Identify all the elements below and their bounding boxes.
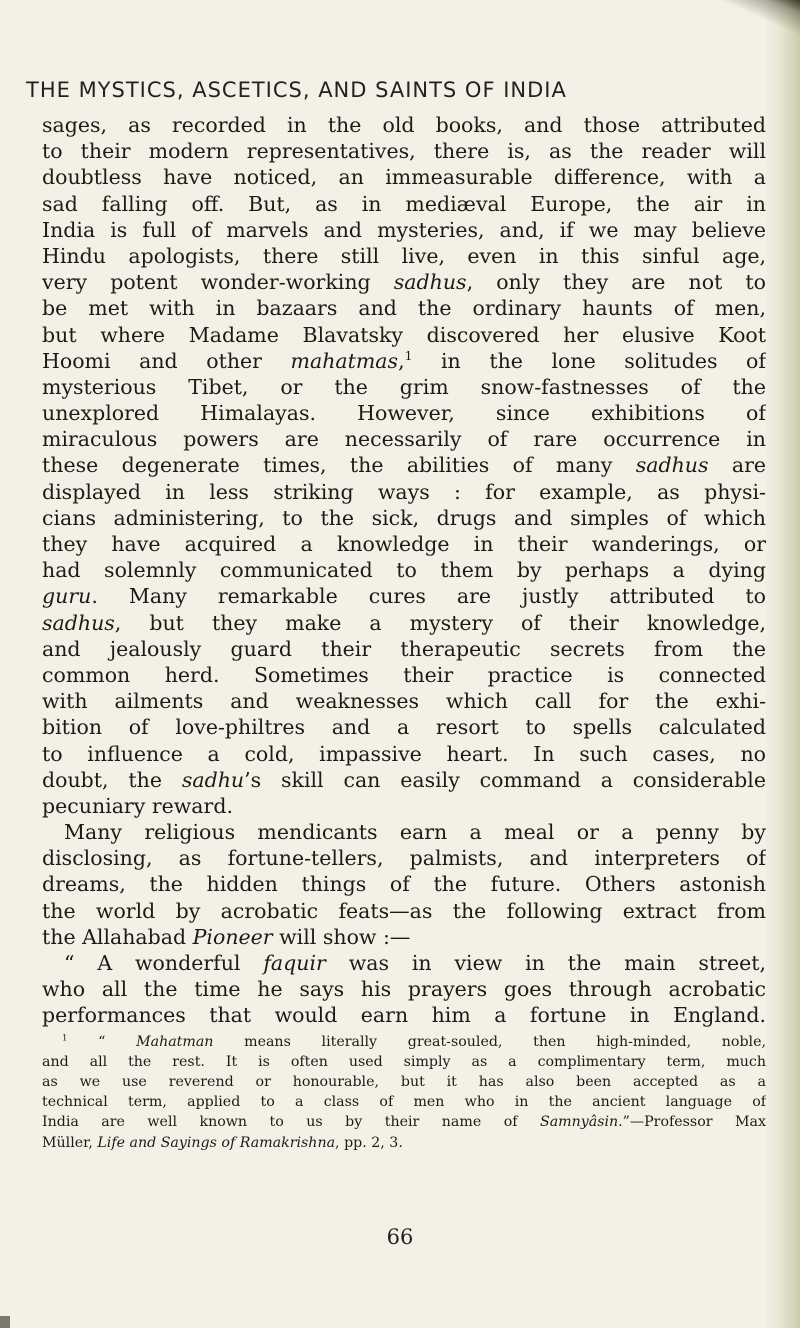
text-line: disclosing, as fortune-tellers, palmists, and interpreters of (42, 846, 766, 871)
text-line: to influence a cold, impassive heart. In such cases, no (42, 741, 766, 766)
corner-shadow (710, 0, 800, 40)
footnote-line: Müller, Life and Sayings of Ramakrishna, pp. 2, 3. (42, 1134, 403, 1151)
text-line: miraculous powers are necessarily of rare occurrence in (42, 427, 766, 452)
text-line: India is full of marvels and mysteries, and, if we may believe (42, 217, 766, 242)
text-line: very potent wonder-working sadhus, only they are not to (42, 270, 766, 295)
text-line: pecuniary reward. (42, 793, 233, 818)
footnote-ref: 1 (404, 348, 413, 363)
text-line: to their modern representatives, there is, as the reader will (42, 139, 766, 164)
text-line: cians administering, to the sick, drugs and simples of which (42, 505, 766, 530)
text-line: bition of love-philtres and a resort to spells calculated (42, 715, 766, 740)
text-line: mysterious Tibet, or the grim snow-fastnesses of the (42, 374, 766, 399)
text-line: displayed in less striking ways : for example, as physi- (42, 479, 766, 504)
text-line: the Allahabad Pioneer will show :— (42, 924, 411, 949)
page-body (42, 112, 766, 1153)
text-line: sadhus, but they make a mystery of their knowledge, (42, 610, 766, 635)
text-line: sages, as recorded in the old books, and those attributed (42, 113, 766, 137)
text-line: doubtless have noticed, an immeasurable difference, with a (42, 165, 766, 190)
text-line: common herd. Sometimes their practice is connected (42, 662, 766, 687)
text-line: sad falling off. But, as in mediæval Europe, the air in (42, 191, 766, 216)
text-line: Hindu apologists, there still live, even in this sinful age, (42, 243, 766, 268)
text-line: these degenerate times, the abilities of many sadhus are (42, 453, 766, 478)
page-number: 66 (386, 1225, 414, 1249)
text-line: Many religious mendicants earn a meal or a penny by (64, 820, 766, 845)
text-line: “ A wonderful faquir was in view in the main street, (64, 951, 766, 975)
text-line: with ailments and weaknesses which call for the exhi- (42, 689, 766, 714)
footnote-line: $^1$ “ Mahatman means literally great-souled, then high-minded, noble, (62, 1032, 766, 1050)
text-line: they have acquired a knowledge in their wanderings, or (42, 532, 766, 556)
footnote-number: 1 (62, 1032, 68, 1043)
text-line: but where Madame Blavatsky discovered her elusive Koot (42, 322, 766, 347)
page-edge-shadow (766, 0, 800, 1328)
footnote-line: as we use reverend or honourable, but it has also been accepted as a (42, 1073, 766, 1090)
text-line: dreams, the hidden things of the future. Others astonish (42, 872, 766, 897)
footnote-line: technical term, applied to a class of men who in the ancient language of (42, 1094, 766, 1111)
text-line: be met with in bazaars and the ordinary haunts of men, (42, 296, 766, 321)
footnote-line: India are well known to us by their name of Samnyâsin.”—Professor Max (42, 1114, 766, 1131)
text-line: unexplored Himalayas. However, since exhibitions of (42, 401, 766, 426)
main-text (42, 112, 766, 1029)
scan-mark (0, 1316, 10, 1328)
text-line: the world by acrobatic feats—as the following extract from (42, 898, 766, 923)
text-line: guru. Many remarkable cures are justly attributed to (42, 584, 766, 609)
text-line: Hoomi and other mahatmas,$^1$ in the lone solitudes of (42, 348, 766, 373)
footnote (42, 1032, 766, 1153)
text-line: doubt, the sadhu’s skill can easily command a considerable (42, 767, 766, 792)
text-line: had solemnly communicated to them by perhaps a dying (42, 558, 766, 583)
running-head: THE MYSTICS, ASCETICS, AND SAINTS OF INDIA (26, 78, 567, 102)
text-line: and jealously guard their therapeutic secrets from the (42, 636, 766, 661)
text-line: who all the time he says his prayers goes through acrobatic (42, 977, 766, 1002)
text-line: performances that would earn him a fortune in England. (42, 1003, 766, 1028)
footnote-line: and all the rest. It is often used simply as a complimentary term, much (42, 1053, 766, 1070)
